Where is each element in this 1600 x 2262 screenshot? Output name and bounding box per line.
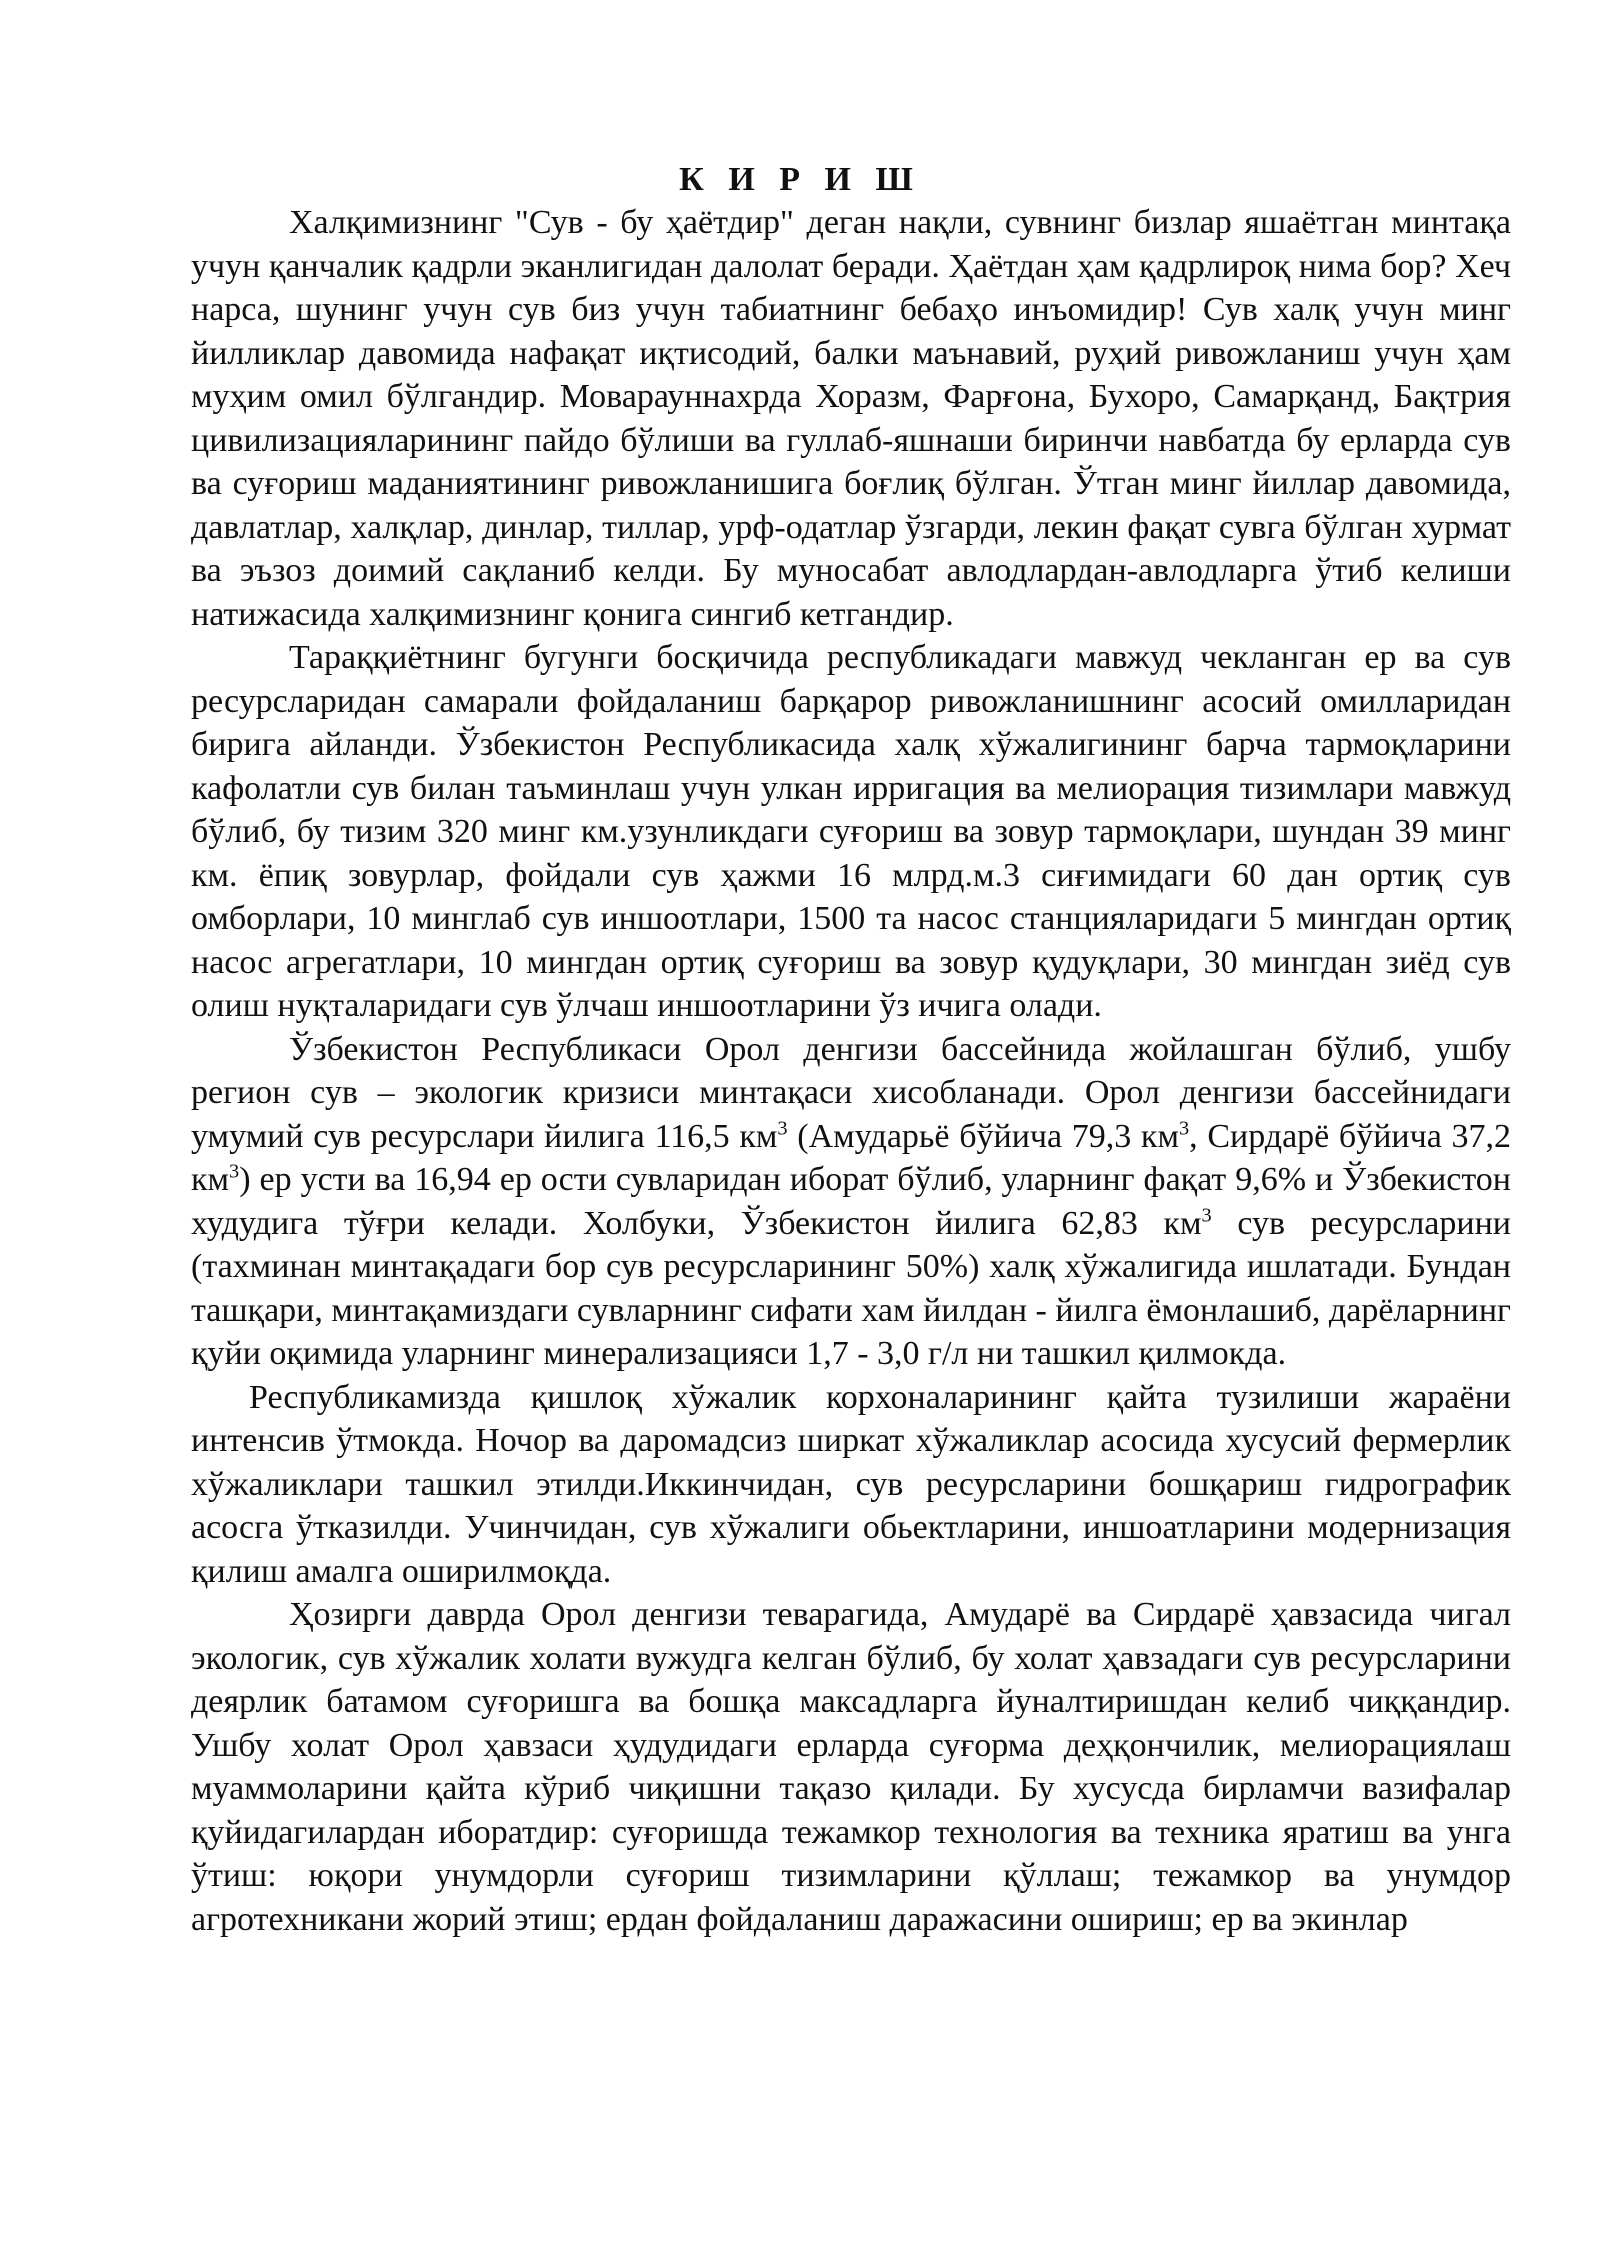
- paragraph-1: Халқимизнинг "Сув - бу ҳаётдир" деган нақли, сувнинг бизлар яшаётган минтақа учун қанчалик қадрли эканлигидан далолат беради. Ҳаётдан ҳам қадрлироқ нима бор? Хеч нарса, шунинг учун сув биз учун табиатнинг бебаҳо инъомидир! Сув халқ учун минг йилликлар давомида нафақат иқтисодий, балки маънавий, руҳий ривожланиш учун ҳам муҳим омил бўлгандир. Моварауннахрда Хоразм, Фарғона, Бухоро, Самарқанд, Бақтрия цивилизацияларининг пайдо бўлиши ва гуллаб-яшнаши биринчи навбатда бу ерларда сув ва суғориш маданиятининг ривожланишига боғлиқ бўлган. Ўтган минг йиллар давомида, давлатлар, халқлар, динлар, тиллар, урф-одатлар ўзгарди, лекин фақат сувга бўлган хурмат ва эъзоз доимий сақланиб келди. Бу муносабат авлодлардан-авлодларга ўтиб келиши натижасида халқимизнинг қонига сингиб кетгандир.: [191, 204, 1511, 633]
- document-body: [191, 201, 1511, 1941]
- paragraph-3-text: сув ресурсларини (тахминан минтақадаги бор сув ресурсларининг 50%) халқ хўжалигида ишлатади. Бундан ташқари, минтақамиздаги сувларнинг сифати хам йилдан - йилга ёмонлашиб, дарёларнинг қуйи оқимида уларнинг минерализацияси 1,7 - 3,0 г/л ни ташкил қилмокда.: [191, 1204, 1511, 1372]
- superscript-cube: 3: [229, 1160, 240, 1183]
- paragraph-3-text: ) ер усти ва 16,94 ер ости сувларидан иборат бўлиб, уларнинг фақат 9,6% и Ўзбекистон худудига тўғри келади. Холбуки, Ўзбекистон йилига 62,83 км: [191, 1161, 1511, 1242]
- page-title: К И Р И Ш: [679, 161, 921, 198]
- paragraph-2: Тараққиётнинг бугунги босқичида республикадаги мавжуд чекланган ер ва сув ресурсларидан самарали фойдаланиш барқарор ривожланишнинг асосий омилларидан бирига айланди. Ўзбекистон Республикасида халқ хўжалигининг барча тармоқларини кафолатли сув билан таъминлаш учун улкан ирригация ва мелиорация тизимлари мавжуд бўлиб, бу тизим 320 минг км.узунликдаги суғориш ва зовур тармоқлари, шундан 39 минг км. ёпиқ зовурлар, фойдали сув ҳажми 16 млрд.м.3 сиғимидаги 60 дан ортиқ сув омборлари, 10 минглаб сув иншоотлари, 1500 та насос станцияларидаги 5 мингдан ортиқ насос агрегатлари, 10 мингдан ортиқ суғориш ва зовур қудуқлари, 30 мингдан зиёд сув олиш нуқталаридаги сув ўлчаш иншоотларини ўз ичига олади.: [191, 639, 1511, 1024]
- superscript-cube: 3: [1178, 1117, 1190, 1140]
- superscript-cube: 3: [777, 1117, 788, 1140]
- paragraph-5: Ҳозирги даврда Орол денгизи теварагида, Амударё ва Сирдарё ҳавзасида чигал экологик, сув хўжалик холати вужудга келган бўлиб, бу холат ҳавзадаги сув ресурсларини деярлик батамом суғоришга ва бошқа максадларга йуналтиришдан келиб чиққандир. Ушбу холат Орол ҳавзаси ҳудудидаги ерларда суғорма деҳқончилик, мелиорациялаш муаммоларини қайта кўриб чиқишни тақазо қилади. Бу хусусда бирламчи вазифалар қуйидагилардан иборатдир: суғоришда тежамкор технология ва техника яратиш ва унга ўтиш: юқори унумдорли суғориш тизимларини қўллаш; тежамкор ва унумдор агротехникани жорий этиш; ердан фойдаланиш даражасини ошириш; ер ва экинлар: [191, 1596, 1511, 1938]
- paragraph-3-text: , Сирдарё бўйича 37,2 км: [191, 1117, 1511, 1198]
- paragraph-3: [191, 1028, 1511, 1376]
- paragraph-3-text: (Амударьё бўйича 79,3 км: [787, 1117, 1179, 1155]
- superscript-cube: 3: [1201, 1204, 1212, 1227]
- paragraph-4: Республикамизда қишлоқ хўжалик корхоналарининг қайта тузилиши жараёни интенсив ўтмокда. Ночор ва даромадсиз ширкат хўжаликлар асосида хусусий фермерлик хўжаликлари ташкил этилди.Иккинчидан, сув ресурсларини бошқариш гидрографик асосга ўтказилди. Учинчидан, сув хўжалиги обьектларини, иншоатларини модернизация қилиш амалга оширилмоқда.: [191, 1378, 1511, 1590]
- paragraph-3-text: Ўзбекистон Республикаси Орол денгизи бассейнида жойлашган бўлиб, ушбу регион сув – экологик кризиси минтақаси хисобланади. Орол денгизи бассейнидаги умумий сув ресурслари йилига 116,5 км: [191, 1030, 1511, 1155]
